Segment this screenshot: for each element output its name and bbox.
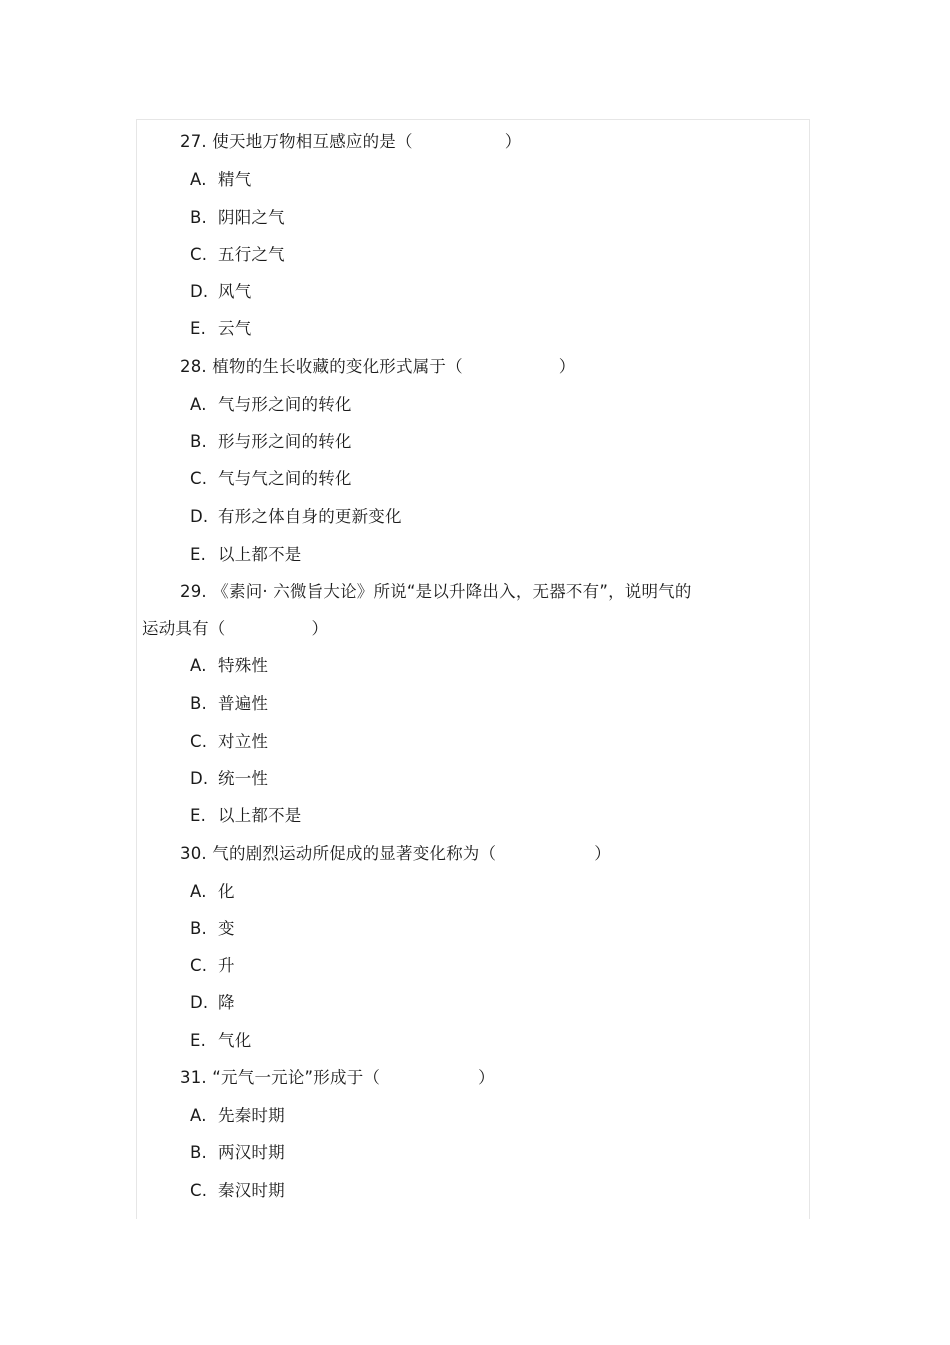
option-27-e: E. 云气 bbox=[190, 319, 252, 338]
question-30-stem bbox=[180, 844, 611, 864]
option-29-d: D. 统一性 bbox=[190, 769, 269, 788]
option-27-b: B. 阴阳之气 bbox=[190, 208, 285, 227]
option-28-a: A. 气与形之间的转化 bbox=[190, 395, 352, 414]
option-28-e: E. 以上都不是 bbox=[190, 545, 302, 564]
option-27-c: C. 五行之气 bbox=[190, 245, 285, 264]
option-29-b: B. 普遍性 bbox=[190, 694, 269, 713]
option-30-e: E. 气化 bbox=[190, 1031, 252, 1050]
question-text: 植物的生长收藏的变化形式属于（ bbox=[212, 357, 463, 376]
option-29-a: A. 特殊性 bbox=[190, 656, 269, 675]
option-30-d: D. 降 bbox=[190, 993, 235, 1012]
question-text: “元气一元论”形成于（ bbox=[212, 1068, 381, 1087]
question-number: 29. bbox=[180, 582, 207, 601]
question-text: 气的剧烈运动所促成的显著变化称为（ bbox=[212, 844, 497, 863]
question-31-stem bbox=[180, 1068, 495, 1088]
option-27-a: A. 精气 bbox=[190, 170, 252, 189]
close-paren: ） bbox=[478, 1068, 495, 1087]
question-number: 31. bbox=[180, 1068, 207, 1087]
option-30-c: C. 升 bbox=[190, 956, 235, 975]
question-28-stem bbox=[180, 357, 576, 377]
option-28-d: D. 有形之体自身的更新变化 bbox=[190, 507, 402, 526]
question-29-stem-continued bbox=[142, 619, 328, 639]
question-number: 27. bbox=[180, 132, 207, 151]
close-paren: ） bbox=[594, 844, 611, 863]
option-31-a: A. 先秦时期 bbox=[190, 1106, 285, 1125]
option-31-b: B. 两汉时期 bbox=[190, 1143, 285, 1162]
question-text: 使天地万物相互感应的是（ bbox=[212, 132, 413, 151]
option-30-a: A. 化 bbox=[190, 882, 235, 901]
option-30-b: B. 变 bbox=[190, 919, 235, 938]
question-number: 28. bbox=[180, 357, 207, 376]
option-28-b: B. 形与形之间的转化 bbox=[190, 432, 352, 451]
option-29-c: C. 对立性 bbox=[190, 732, 269, 751]
close-paren: ） bbox=[558, 357, 576, 376]
option-27-d: D. 风气 bbox=[190, 282, 252, 301]
option-31-c: C. 秦汉时期 bbox=[190, 1181, 285, 1200]
question-number: 30. bbox=[180, 844, 207, 863]
question-text: 《素问· 六微旨大论》所说“是以升降出入，无器不有”，说明气的 bbox=[212, 582, 692, 601]
option-29-e: E. 以上都不是 bbox=[190, 806, 302, 825]
close-paren: ） bbox=[311, 619, 329, 638]
question-text: 运动具有（ bbox=[142, 619, 226, 638]
close-paren: ） bbox=[504, 132, 522, 151]
question-27-stem bbox=[180, 132, 521, 152]
option-28-c: C. 气与气之间的转化 bbox=[190, 469, 352, 488]
question-29-stem bbox=[180, 582, 692, 602]
